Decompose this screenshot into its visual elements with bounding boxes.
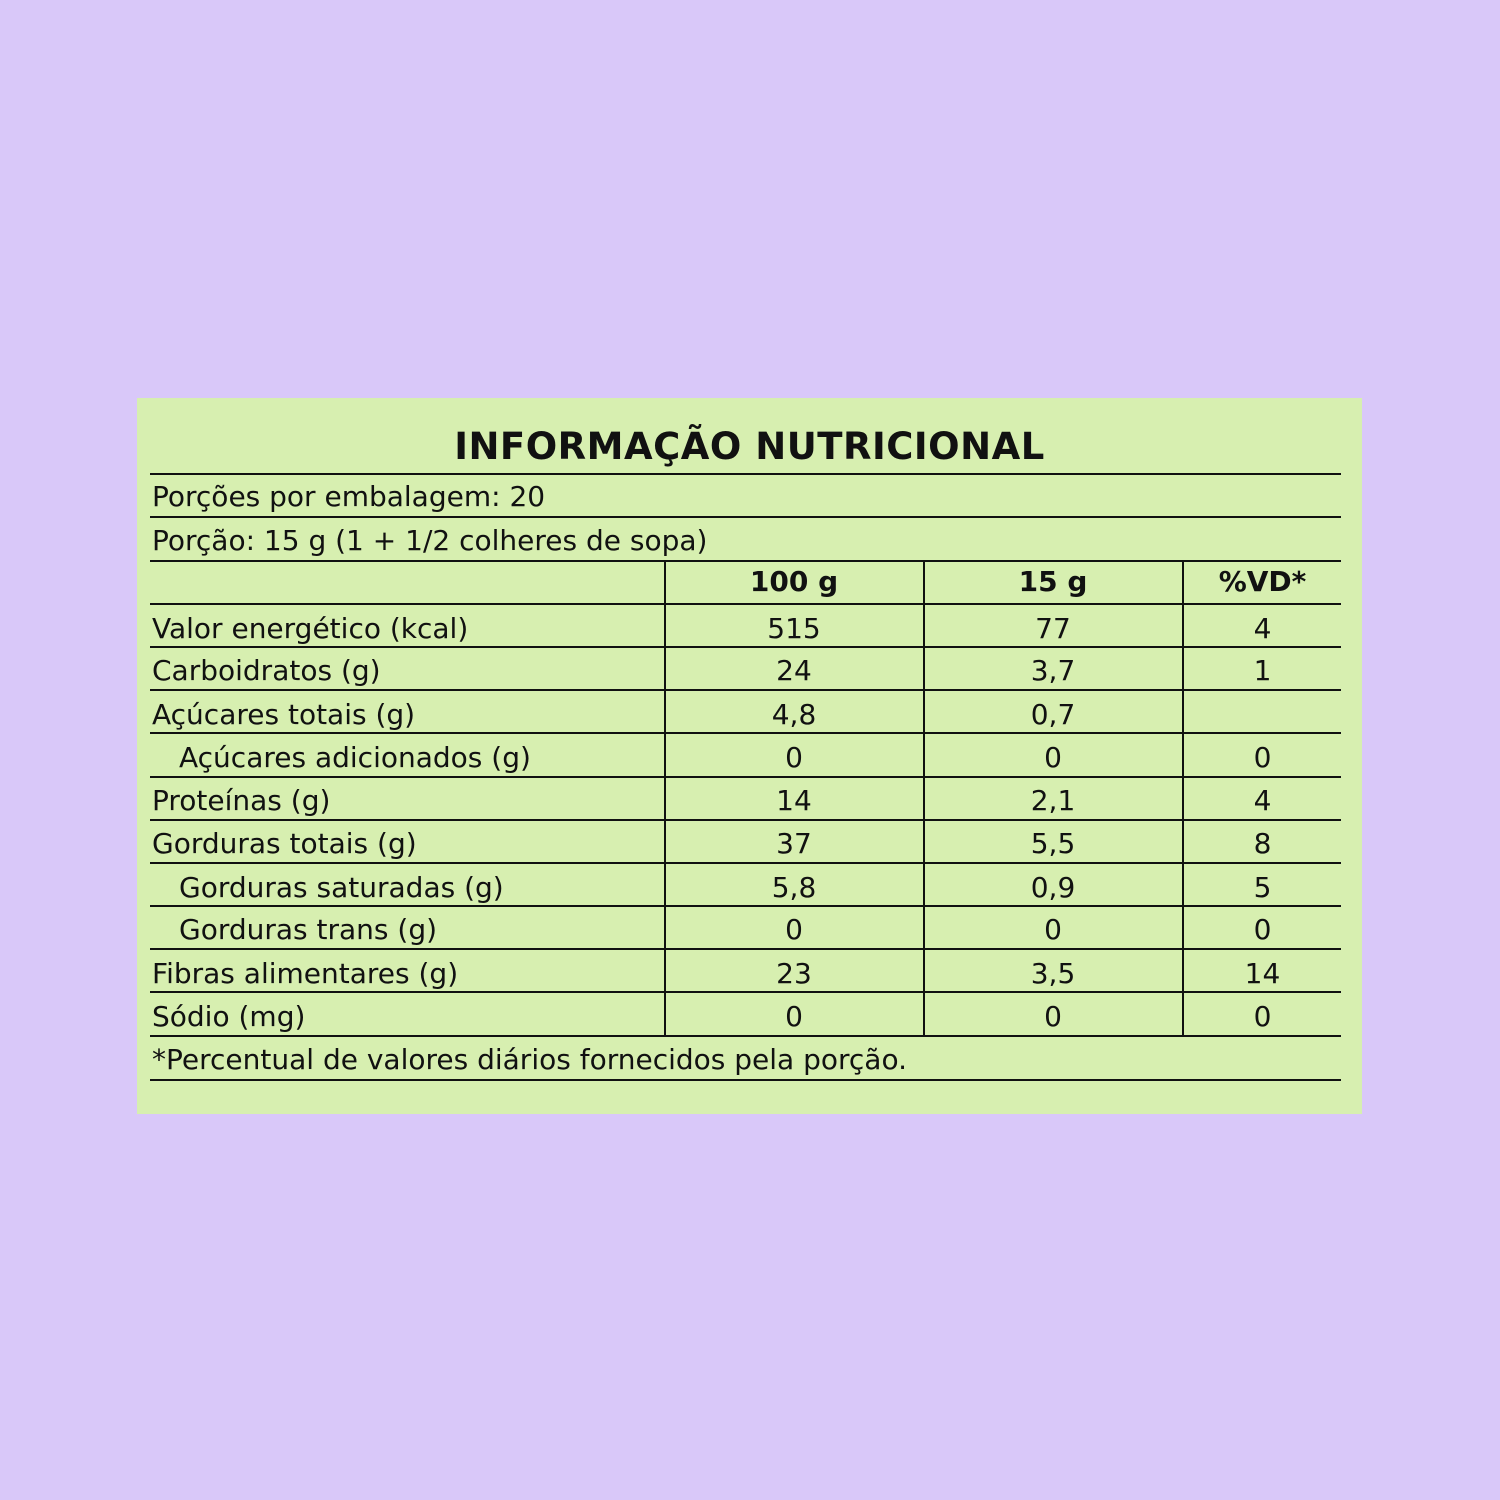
row-value-100g: 37	[776, 827, 812, 860]
serving-size: Porção: 15 g (1 + 1/2 colheres de sopa)	[152, 524, 708, 557]
row-value-100g: 515	[767, 612, 821, 645]
row-label-total-sugars: Açúcares totais (g)	[152, 698, 416, 731]
row-value-dv: 8	[1253, 827, 1272, 860]
row-rule	[150, 991, 1341, 993]
row-value-15g: 5,5	[1030, 827, 1076, 860]
row-value-100g: 4,8	[771, 698, 817, 731]
row-value-dv: 0	[1253, 913, 1272, 946]
column-header-100g: 100 g	[749, 565, 839, 598]
row-value-dv: 0	[1253, 1000, 1272, 1033]
row-label-proteins: Proteínas (g)	[152, 784, 331, 817]
row-value-15g: 0	[1044, 1000, 1062, 1033]
row-value-15g: 3,5	[1030, 957, 1076, 990]
row-value-dv: 5	[1253, 871, 1272, 904]
nutrition-title: INFORMAÇÃO NUTRICIONAL	[454, 425, 1045, 468]
row-rule	[150, 862, 1341, 864]
row-value-15g: 77	[1035, 612, 1071, 645]
row-label-energy: Valor energético (kcal)	[152, 612, 469, 645]
row-rule	[150, 905, 1341, 907]
row-rule	[150, 646, 1341, 648]
column-header-15g: 15 g	[1018, 565, 1088, 598]
servings-per-package: Porções por embalagem: 20	[152, 480, 546, 513]
row-rule	[150, 819, 1341, 821]
row-rule	[150, 948, 1341, 950]
rule-servings	[150, 516, 1341, 518]
row-value-15g: 0	[1044, 741, 1062, 774]
row-label-trans-fat: Gorduras trans (g)	[179, 913, 438, 946]
row-rule	[150, 689, 1341, 691]
row-rule	[150, 732, 1341, 734]
rule-header-bottom	[150, 603, 1341, 605]
row-label-total-fat: Gorduras totais (g)	[152, 827, 417, 860]
rule-table-bottom	[150, 1035, 1341, 1037]
row-rule	[150, 776, 1341, 778]
row-value-dv: 4	[1253, 612, 1272, 645]
row-label-added-sugars: Açúcares adicionados (g)	[179, 741, 531, 774]
row-label-carbohydrates: Carboidratos (g)	[152, 654, 381, 687]
row-value-100g: 23	[776, 957, 812, 990]
row-value-15g: 2,1	[1030, 784, 1076, 817]
row-value-dv: 0	[1253, 741, 1272, 774]
column-header-dv: %VD*	[1218, 565, 1307, 598]
row-label-saturated-fat: Gorduras saturadas (g)	[179, 871, 504, 904]
rule-footnote	[150, 1079, 1341, 1081]
nutrition-facts-panel	[137, 398, 1362, 1114]
row-value-dv: 1	[1253, 654, 1272, 687]
row-value-dv: 14	[1244, 957, 1281, 990]
column-divider	[1182, 560, 1184, 1037]
row-label-dietary-fiber: Fibras alimentares (g)	[152, 957, 459, 990]
row-value-15g: 0,7	[1030, 698, 1076, 731]
row-value-100g: 0	[785, 1000, 803, 1033]
column-divider	[664, 560, 666, 1037]
row-value-dv: 4	[1253, 784, 1272, 817]
row-value-15g: 0,9	[1030, 871, 1076, 904]
row-value-100g: 0	[785, 741, 803, 774]
row-value-100g: 0	[785, 913, 803, 946]
row-value-100g: 24	[776, 654, 812, 687]
row-label-sodium: Sódio (mg)	[152, 1000, 306, 1033]
column-divider	[923, 560, 925, 1037]
row-value-15g: 0	[1044, 913, 1062, 946]
footnote: *Percentual de valores diários fornecidos pela porção.	[152, 1043, 907, 1076]
row-value-100g: 14	[776, 784, 812, 817]
row-value-15g: 3,7	[1030, 654, 1076, 687]
rule-title	[150, 473, 1341, 475]
row-value-100g: 5,8	[771, 871, 817, 904]
